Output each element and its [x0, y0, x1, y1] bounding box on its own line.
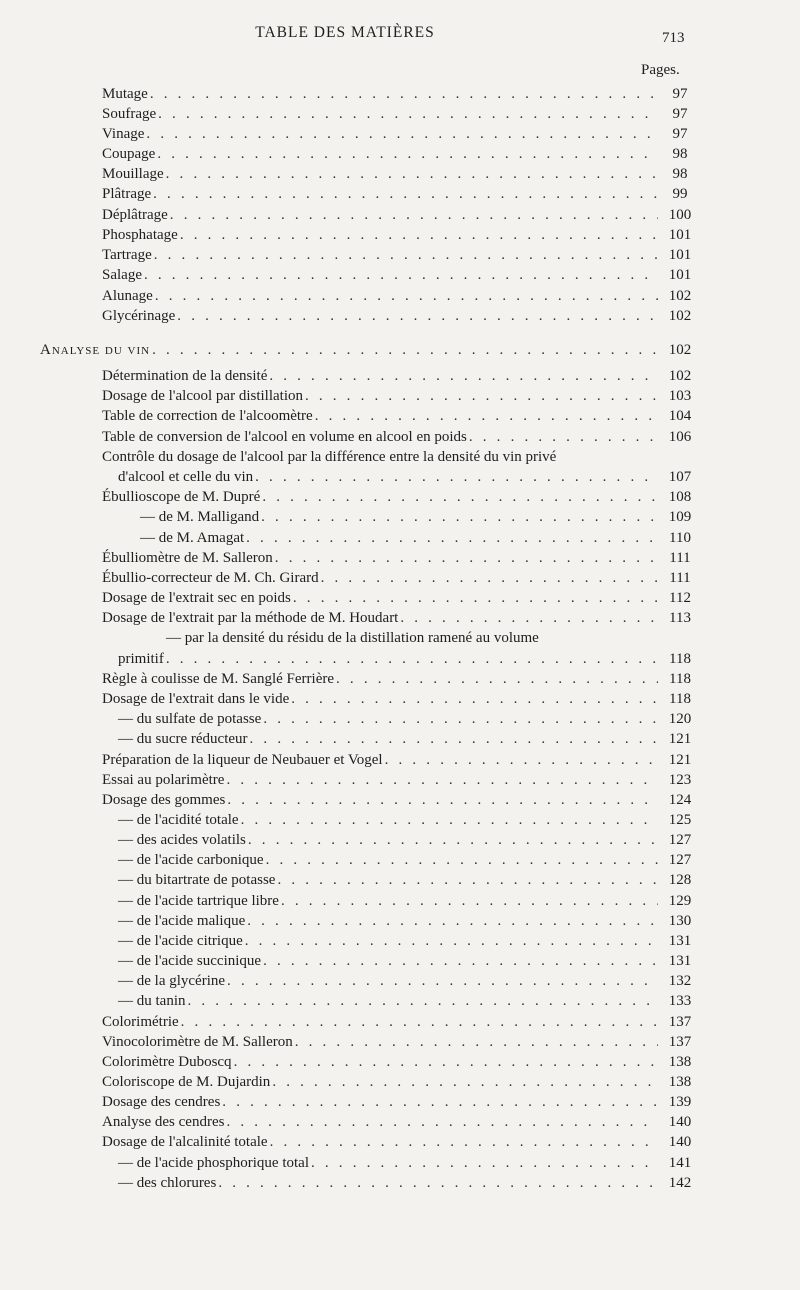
- toc-entry: — de M. Amagat . . . 110: [140, 528, 700, 548]
- running-header-title: TABLE DES MATIÈRES: [255, 24, 435, 41]
- toc-entry: — des chlorures . . . 142: [118, 1173, 700, 1193]
- toc-entry: Ébullio-correcteur de M. Ch. Girard . . . 111: [102, 568, 700, 588]
- toc-entry: — de l'acide phosphorique total . . . 141: [118, 1153, 700, 1173]
- toc-entry: Table de correction de l'alcoomètre . . . 104: [102, 406, 700, 426]
- toc-entry: Phosphatage . . . 101: [102, 225, 700, 245]
- toc-entry: Table de conversion de l'alcool en volume en alcool en poids . . . 106: [102, 427, 700, 447]
- toc-entry: Mutage . . . 97: [102, 84, 700, 104]
- toc-entry: Dosage de l'extrait par la méthode de M. Houdart . . . 113: [102, 608, 700, 628]
- toc-entry: Détermination de la densité . . . 102: [102, 366, 700, 386]
- toc-entry: — du sucre réducteur . . . 121: [118, 729, 700, 749]
- toc-entry: — de l'acide succinique . . . 131: [118, 951, 700, 971]
- toc-entry: — de M. Malligand . . . 109: [140, 507, 700, 527]
- toc-entry: — de l'acide tartrique libre . . . 129: [118, 891, 700, 911]
- toc-entry: Déplâtrage . . . 100: [102, 205, 700, 225]
- toc-entry: — des acides volatils . . . 127: [118, 830, 700, 850]
- toc-entry: Soufrage . . . 97: [102, 104, 700, 124]
- toc-entry: Coupage . . . 98: [102, 144, 700, 164]
- toc-entry: — de l'acide carbonique . . . 127: [118, 850, 700, 870]
- toc-entry: Colorimètre Duboscq . . . 138: [102, 1052, 700, 1072]
- toc-entry: — de l'acidité totale . . . 125: [118, 810, 700, 830]
- toc-entry: Plâtrage . . . 99: [102, 184, 700, 204]
- toc-entry: Dosage des gommes . . . 124: [102, 790, 700, 810]
- toc-entry: Vinage . . . 97: [102, 124, 700, 144]
- toc-entry: Dosage des cendres . . . 139: [102, 1092, 700, 1112]
- toc-entry-line: Contrôle du dosage de l'alcool par la différence entre la densité du vin privé: [102, 449, 557, 465]
- toc-entry: Dosage de l'extrait sec en poids . . . 112: [102, 588, 700, 608]
- section-heading: Analyse du vin . . . 102: [40, 340, 700, 360]
- toc-entry: Glycérinage . . . 102: [102, 306, 700, 326]
- toc-entry: Tartrage . . . 101: [102, 245, 700, 265]
- toc-entry: Colorimétrie . . . 137: [102, 1012, 700, 1032]
- toc-entry: Salage . . . 101: [102, 265, 700, 285]
- toc-entry: Préparation de la liqueur de Neubauer et Vogel . . . 121: [102, 750, 700, 770]
- toc-entry: d'alcool et celle du vin . . . 107: [118, 467, 700, 487]
- toc-entry: — du bitartrate de potasse . . . 128: [118, 870, 700, 890]
- pages-column-label: Pages.: [641, 62, 680, 78]
- toc-entry: Ébulliomètre de M. Salleron . . . 111: [102, 548, 700, 568]
- toc-entry: Mouillage . . . 98: [102, 164, 700, 184]
- toc-entry: — de l'acide malique . . . 130: [118, 911, 700, 931]
- toc-entry: — de la glycérine . . . 132: [118, 971, 700, 991]
- toc-entry: primitif . . . 118: [118, 649, 700, 669]
- toc-entry: Règle à coulisse de M. Sanglé Ferrière . . . 118: [102, 669, 700, 689]
- toc-entry-line: — par la densité du résidu de la distillation ramené au volume: [166, 630, 539, 646]
- toc-entry: Ébullioscope de M. Dupré . . . 108: [102, 487, 700, 507]
- toc-entry: Dosage de l'alcalinité totale . . . 140: [102, 1132, 700, 1152]
- toc-entry: — du tanin . . . 133: [118, 991, 700, 1011]
- page-number: 713: [662, 30, 685, 46]
- toc-entry: Vinocolorimètre de M. Salleron . . . 137: [102, 1032, 700, 1052]
- toc-entry: — du sulfate de potasse . . . 120: [118, 709, 700, 729]
- toc-entry: Coloriscope de M. Dujardin . . . 138: [102, 1072, 700, 1092]
- toc-entry: Essai au polarimètre . . . 123: [102, 770, 700, 790]
- toc-entry: Alunage . . . 102: [102, 286, 700, 306]
- toc-entry: — de l'acide citrique . . . 131: [118, 931, 700, 951]
- toc-entry: Dosage de l'alcool par distillation . . . 103: [102, 386, 700, 406]
- toc-entry: Analyse des cendres . . . 140: [102, 1112, 700, 1132]
- toc-entry: Dosage de l'extrait dans le vide . . . 118: [102, 689, 700, 709]
